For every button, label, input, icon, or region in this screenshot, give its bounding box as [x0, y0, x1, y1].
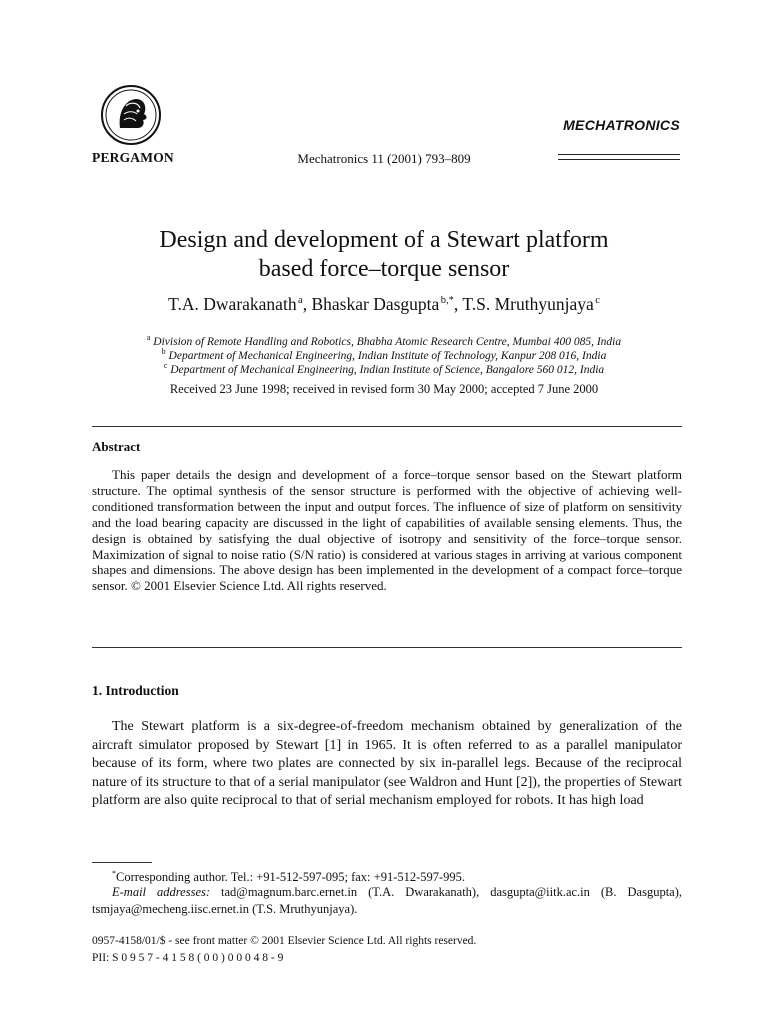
affiliation [30, 361, 738, 376]
affiliation-text: Division of Remote Handling and Robotics, Bhabha Atomic Research Centre, Mumbai 400 085, India [153, 335, 622, 348]
author-separator: , [453, 294, 463, 314]
author-name: T.S. Mruthyunjaya [462, 294, 594, 314]
affiliation [30, 333, 738, 348]
publisher-logo [100, 84, 162, 146]
corresponding-author-text: Corresponding author. Tel.: +91-512-597-095; fax: +91-512-597-995. [116, 870, 466, 885]
author-affiliation-mark: b,* [440, 295, 454, 307]
affiliation-text: Department of Mechanical Engineering, Indian Institute of Science, Bangalore 560 012, India [170, 363, 605, 376]
article-title [60, 226, 708, 284]
email-label: E-mail addresses: [112, 885, 211, 899]
copyright-line: 0957-4158/01/$ - see front matter © 2001 Elsevier Science Ltd. All rights reserved. [92, 935, 477, 947]
abstract-text: This paper details the design and development of a force–torque sensor based on the Stewart platform structure. The optimal synthesis of the sensor structure is performed with the objective of achieving well-conditioned transformation between the input and output forces. The influence of size of platform on sensitivity and the load bearing capacity are discussed in the light of capabilities of available sensing elements. Thus, the design is obtained by satisfying the dual objective of isotropy and sensitivity of the force–torque sensor. Maximization of signal to noise ratio (S/N ratio) is considered at various stages in arriving at various component shapes and dimensions. The above design has been implemented in the development of a compact force–torque sensor. © 2001 Elsevier Science Ltd. All rights reserved. [92, 467, 682, 594]
brand-rule-bottom [558, 159, 680, 160]
introduction-text: The Stewart platform is a six-degree-of-freedom mechanism obtained by generalization of the aircraft simulator proposed by Stewart [1] in 1965. It is often referred to as a parallel manipulator because of its form, where two plates are connected by six in-parallel legs. Because of the reciprocal nature of its structure to that of a serial manipulator (see Waldron and Hunt [2]), the properties of Stewart platform are also quite reciprocal to that of serial mechanism employed for robots. It has high load [92, 719, 682, 809]
title-line-2: based force–torque sensor [258, 256, 510, 282]
affiliation [30, 347, 738, 362]
affiliation-mark: a [146, 333, 151, 342]
author-name: T.A. Dwarakanath [168, 294, 297, 314]
footnote-marker: * [112, 869, 116, 878]
section-heading-introduction: 1. Introduction [92, 683, 179, 698]
brand-rule-top [558, 154, 680, 155]
affiliation-mark: b [161, 347, 166, 356]
abstract-rule-bottom [92, 647, 682, 648]
email-addresses: tad@magnum.barc.ernet.in (T.A. Dwarakanath), dasgupta@iitk.ac.in (B. Dasgupta), tsmjaya@mecheng.iisc.ernet.in (T.S. Mruthyunjaya). [92, 885, 682, 916]
abstract-rule-top [92, 426, 682, 427]
affiliation-text: Department of Mechanical Engineering, Indian Institute of Technology, Kanpur 208 016, India [168, 349, 607, 362]
pii-line: PII: S 0 9 5 7 - 4 1 5 8 ( 0 0 ) 0 0 0 4 8 - 9 [92, 951, 284, 964]
author-affiliation-mark: a [298, 295, 303, 307]
author-name: Bhaskar Dasgupta [311, 294, 440, 314]
author-affiliation-mark: c [595, 295, 600, 307]
publisher-name: PERGAMON [92, 150, 174, 165]
title-line-1: Design and development of a Stewart platform [159, 227, 609, 253]
footnote-rule [92, 862, 152, 863]
abstract-heading: Abstract [92, 439, 141, 454]
elsevier-tree-logo-icon [100, 84, 162, 146]
corresponding-author-note [92, 865, 682, 886]
affiliation-mark: c [163, 361, 168, 370]
copyright-block [92, 933, 476, 966]
author-list [40, 294, 728, 315]
received-dates: Received 23 June 1998; received in revised form 30 May 2000; accepted 7 June 2000 [169, 382, 599, 396]
journal-citation: Mechatronics 11 (2001) 793–809 [297, 151, 471, 166]
journal-brand: MECHATRONICS [563, 117, 680, 133]
email-note [92, 884, 682, 918]
author-separator: , [302, 294, 312, 314]
